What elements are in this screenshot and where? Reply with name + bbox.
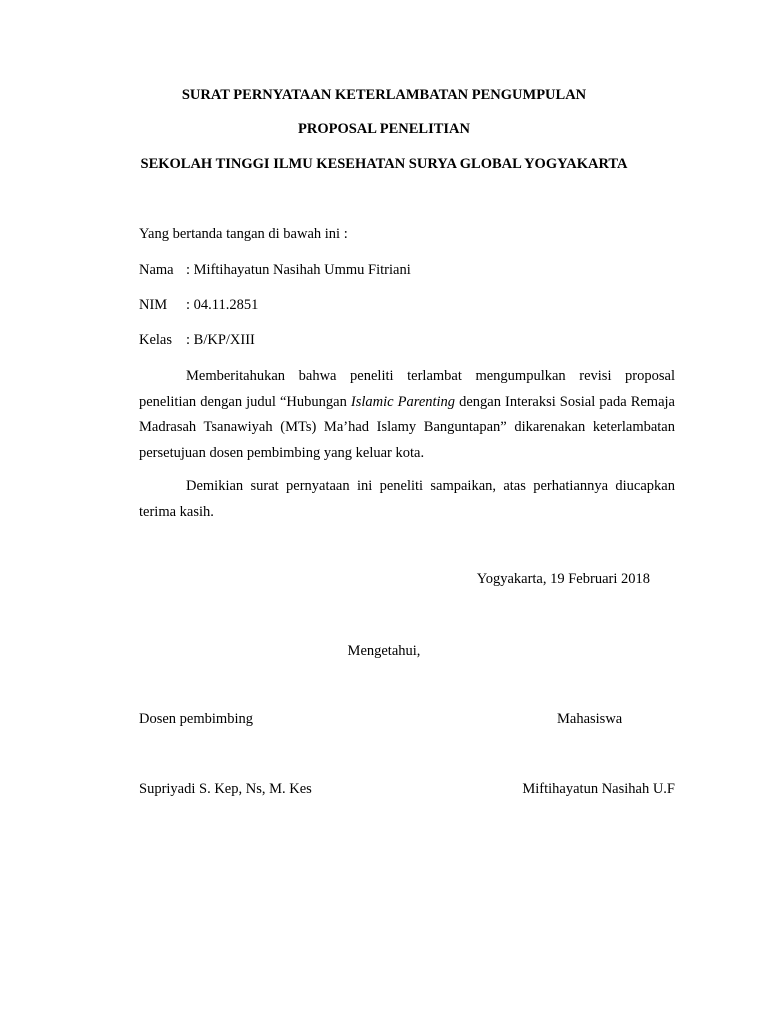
kelas-value: : B/KP/XIII — [186, 332, 255, 348]
kelas-label: Kelas — [139, 332, 173, 348]
mengetahui-label: Mengetahui, — [347, 643, 421, 659]
p1-italic-term: Islamic Parenting — [350, 393, 456, 410]
p1-text-after: dengan Interaksi Sosial pada Remaja Madrasah Tsanawiyah (MTs) Ma’had Islamy Banguntapan” dikarenakan keterlambatan persetujuan dosen pembimbing yang keluar kota. — [139, 393, 675, 461]
body-paragraph-1 — [139, 364, 675, 466]
kelas-row — [139, 332, 255, 349]
title-line-2: PROPOSAL PENELITIAN — [297, 121, 471, 137]
place-date: Yogyakarta, 19 Februari 2018 — [476, 571, 650, 587]
advisor-name: Supriyadi S. Kep, Ns, M. Kes — [139, 781, 312, 797]
nama-row — [139, 262, 411, 279]
title-line-1: SURAT PERNYATAAN KETERLAMBATAN PENGUMPULAN — [181, 87, 587, 103]
student-name: Miftihayatun Nasihah U.F — [522, 781, 675, 797]
advisor-role: Dosen pembimbing — [139, 711, 253, 727]
nama-label: Nama — [139, 262, 174, 278]
title-line-3: SEKOLAH TINGGI ILMU KESEHATAN SURYA GLOBAL YOGYAKARTA — [140, 156, 628, 172]
p1-text-before: Memberitahukan bahwa peneliti terlambat mengumpulkan revisi proposal penelitian dengan judul “Hubungan — [139, 368, 675, 410]
intro-text: Yang bertanda tangan di bawah ini : — [139, 226, 348, 242]
student-role: Mahasiswa — [557, 711, 623, 727]
nim-label: NIM — [139, 297, 168, 313]
nim-value: : 04.11.2851 — [186, 297, 259, 313]
nama-value: : Miftihayatun Nasihah Ummu Fitriani — [186, 262, 411, 278]
body-paragraph-2: Demikian surat pernyataan ini peneliti sampaikan, atas perhatiannya diucapkan terima kasih. — [139, 478, 675, 520]
nim-row — [139, 297, 258, 314]
